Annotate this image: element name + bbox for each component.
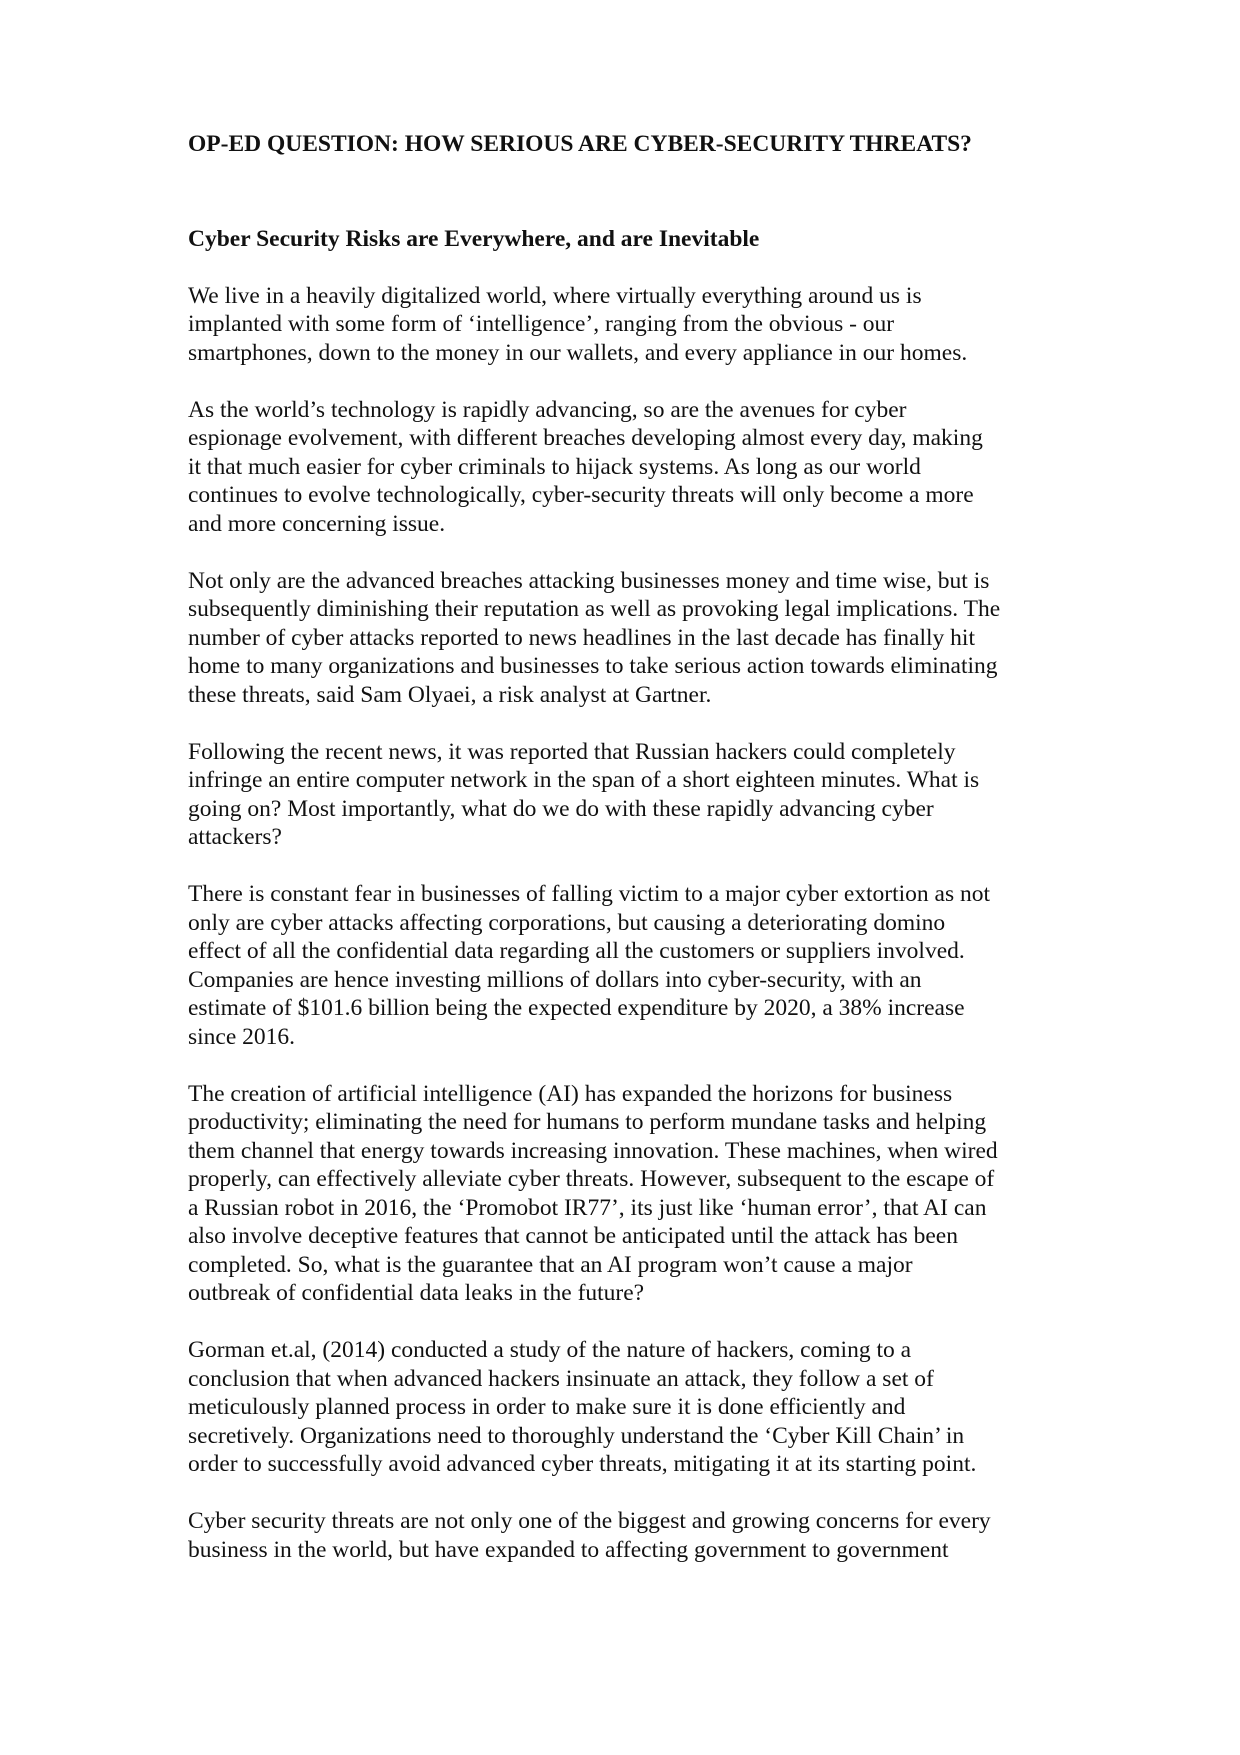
text-line: outbreak of confidential data leaks in the future?	[188, 1280, 645, 1306]
text-line: productivity; eliminating the need for humans to perform mundane tasks and helping	[188, 1109, 987, 1135]
text-line: subsequently diminishing their reputation as well as provoking legal implications. The	[188, 596, 1001, 622]
text-line: Following the recent news, it was reported that Russian hackers could completely	[188, 738, 956, 765]
paragraph	[188, 738, 1068, 852]
paragraph	[188, 1336, 1068, 1479]
text-line: secretively. Organizations need to thoroughly understand the ‘Cyber Kill Chain’ in	[188, 1422, 965, 1449]
paragraph	[188, 282, 1068, 368]
paragraph	[188, 396, 1068, 539]
text-line: and more concerning issue.	[188, 510, 446, 537]
text-line: implanted with some form of ‘intelligence’, ranging from the obvious - our	[188, 311, 895, 337]
text-line: business in the world, but have expanded to affecting government to government	[188, 1536, 949, 1563]
text-line: The creation of artificial intelligence (AI) has expanded the horizons for business	[188, 1080, 953, 1107]
text-line: attackers?	[188, 824, 282, 850]
text-line: Gorman et.al, (2014) conducted a study of the nature of hackers, coming to a	[188, 1337, 912, 1363]
paragraph	[188, 567, 1068, 710]
text-line: going on? Most importantly, what do we do with these rapidly advancing cyber	[188, 795, 934, 822]
text-line: since 2016.	[188, 1023, 296, 1050]
text-line: espionage evolvement, with different breaches developing almost every day, making	[188, 425, 983, 451]
text-line: continues to evolve technologically, cyber-security threats will only become a more	[188, 482, 974, 508]
paragraph	[188, 880, 1068, 1051]
text-line: also involve deceptive features that cannot be anticipated until the attack has been	[188, 1223, 958, 1249]
text-line: effect of all the confidential data regarding all the customers or suppliers involved.	[188, 938, 965, 964]
paragraph	[188, 1080, 1068, 1308]
text-line: meticulously planned process in order to make sure it is done efficiently and	[188, 1394, 906, 1420]
text-line: Cyber security threats are not only one of the biggest and growing concerns for every	[188, 1508, 991, 1534]
text-line: conclusion that when advanced hackers insinuate an attack, they follow a set of	[188, 1365, 934, 1392]
text-line: smartphones, down to the money in our wallets, and every appliance in our homes.	[188, 339, 968, 366]
document-body	[188, 282, 1068, 1565]
text-line: Companies are hence investing millions of dollars into cyber-security, with an	[188, 966, 922, 993]
text-line: these threats, said Sam Olyaei, a risk analyst at Gartner.	[188, 681, 712, 708]
text-line: infringe an entire computer network in the span of a short eighteen minutes. What is	[188, 767, 980, 793]
text-line: completed. So, what is the guarantee that an AI program won’t cause a major	[188, 1251, 913, 1278]
text-line: number of cyber attacks reported to news headlines in the last decade has finally hit	[188, 624, 975, 651]
text-line: a Russian robot in 2016, the ‘Promobot IR77’, its just like ‘human error’, that AI can	[188, 1194, 987, 1221]
text-line: only are cyber attacks affecting corporations, but causing a deteriorating domino	[188, 909, 946, 936]
text-line: As the world’s technology is rapidly advancing, so are the avenues for cyber	[188, 396, 907, 423]
text-line: estimate of $101.6 billion being the expected expenditure by 2020, a 38% increase	[188, 995, 965, 1021]
text-line: home to many organizations and businesses to take serious action towards eliminating	[188, 653, 998, 679]
text-line: We live in a heavily digitalized world, where virtually everything around us is	[188, 282, 922, 309]
paragraph	[188, 1507, 1068, 1564]
text-line: There is constant fear in businesses of falling victim to a major cyber extortion as not	[188, 881, 991, 907]
text-line: properly, can effectively alleviate cyber threats. However, subsequent to the escape of	[188, 1166, 995, 1192]
text-line: them channel that energy towards increasing innovation. These machines, when wired	[188, 1137, 998, 1164]
document-title: OP-ED QUESTION: HOW SERIOUS ARE CYBER-SECURITY THREATS?	[188, 131, 972, 157]
text-line: Not only are the advanced breaches attacking businesses money and time wise, but is	[188, 567, 990, 594]
document-page	[188, 130, 1068, 1564]
text-line: it that much easier for cyber criminals to hijack systems. As long as our world	[188, 453, 921, 480]
text-line: order to successfully avoid advanced cyber threats, mitigating it at its starting point.	[188, 1451, 977, 1477]
section-heading: Cyber Security Risks are Everywhere, and are Inevitable	[188, 225, 760, 252]
